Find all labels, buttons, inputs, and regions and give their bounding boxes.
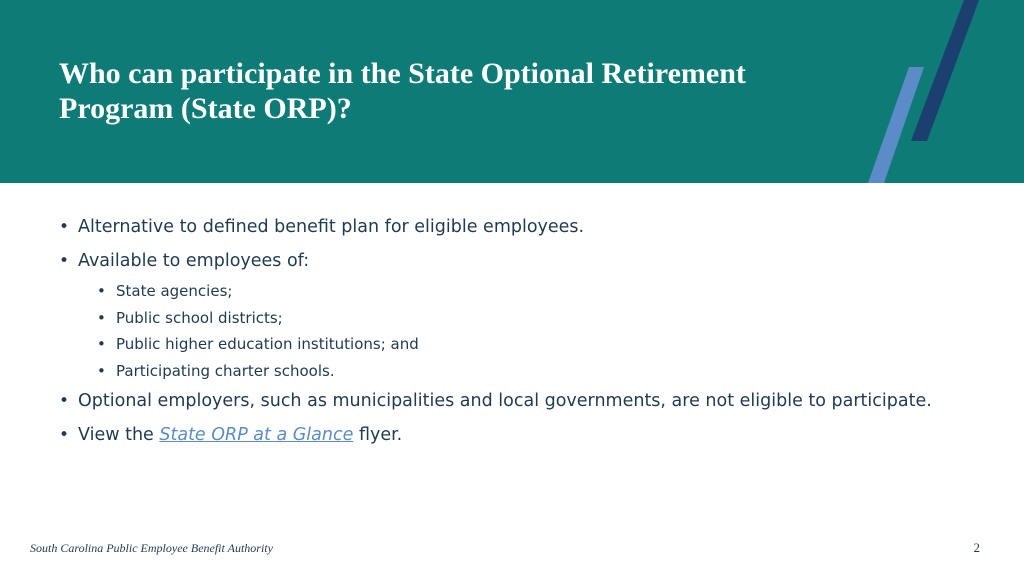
sub-bullet-text: Public higher education institutions; and (116, 335, 419, 353)
bullet-available (59, 244, 979, 278)
sub-bullet-marker: • (97, 361, 106, 380)
bullet-text: Available to employees of: (78, 251, 310, 271)
footer-org-name: South Carolina Public Employee Benefit Authority (30, 541, 273, 555)
slide-title: Who can participate in the State Optional Retirement Program (State ORP)? (59, 57, 746, 125)
sub-bullet-higher-education (59, 331, 979, 358)
bullet-marker: • (59, 425, 70, 445)
bullet-text: Alternative to defined benefit plan for eligible employees. (78, 217, 585, 237)
sub-bullet-text: Participating charter schools. (116, 361, 335, 380)
sub-bullet-marker: • (97, 335, 106, 353)
bullet-text: Optional employers, such as municipalities and local governments, are not eligible to participate. (78, 391, 932, 411)
title-banner (0, 0, 1024, 183)
bullet-optional-employers (59, 384, 979, 418)
bullet-alternative (59, 210, 979, 244)
sub-bullet-charter-schools (59, 358, 979, 385)
state-orp-at-a-glance-link[interactable]: State ORP at a Glance (159, 425, 354, 445)
stripe-light (868, 67, 924, 183)
content-area (59, 210, 979, 452)
bullet-view-suffix: flyer. (353, 425, 403, 445)
sub-bullet-state-agencies (59, 278, 979, 305)
sub-bullet-text: State agencies; (116, 282, 233, 300)
sub-bullet-marker: • (97, 282, 106, 300)
decorative-stripes (0, 0, 1024, 183)
bullet-marker: • (59, 251, 70, 271)
bullet-marker: • (59, 391, 70, 411)
sub-bullet-marker: • (97, 308, 106, 327)
page-number: 2 (973, 540, 980, 555)
bullet-view-prefix: View the (78, 425, 160, 445)
bullet-marker: • (59, 217, 70, 237)
sub-bullet-school-districts (59, 305, 979, 332)
sub-bullet-text: Public school districts; (116, 308, 283, 327)
bullet-view-flyer (59, 418, 979, 452)
